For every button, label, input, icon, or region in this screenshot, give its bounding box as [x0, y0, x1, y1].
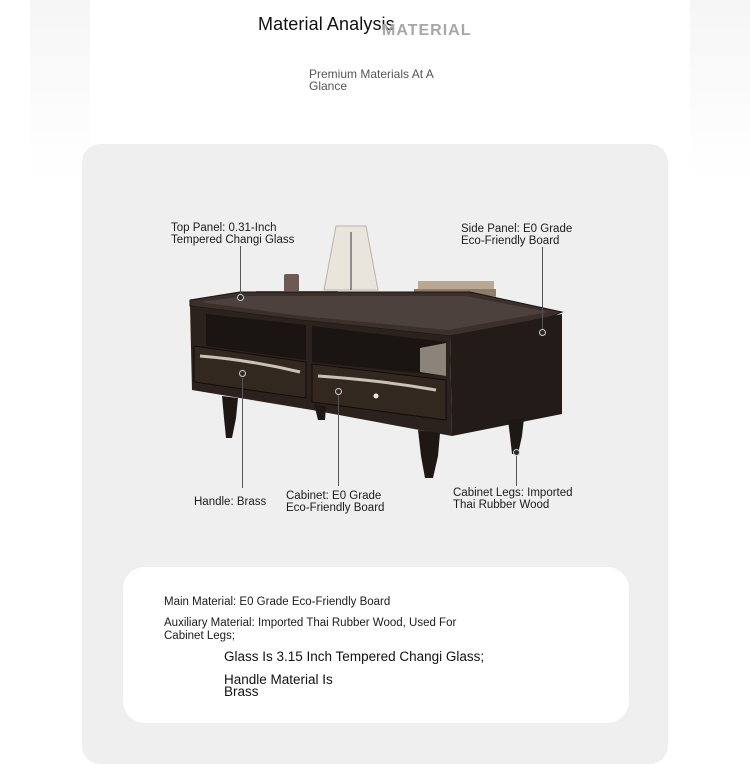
leader-side-panel: [542, 247, 543, 329]
callout-legs-line-2: Thai Rubber Wood: [453, 499, 550, 511]
callout-handle-text: Handle: Brass: [194, 496, 267, 508]
marker-top-panel: [237, 294, 244, 301]
marker-legs: [513, 449, 520, 456]
callout-handle: [194, 496, 266, 508]
marker-side-panel: [539, 329, 546, 336]
marker-cabinet: [335, 388, 342, 395]
title-watermark: MATERIAL: [382, 22, 472, 39]
main-material-text: Main Material: E0 Grade Eco-Friendly Board: [164, 596, 391, 608]
glass-text: Glass Is 3.15 Inch Tempered Changi Glass;: [224, 649, 485, 664]
leader-legs: [516, 456, 517, 486]
subtitle-line-1: Premium Materials At A: [309, 67, 434, 81]
handle-material-line-1: Handle Material Is: [224, 672, 333, 687]
auxiliary-material-line-2: Cabinet Legs;: [164, 630, 235, 642]
leader-top-panel: [240, 246, 241, 298]
callout-cabinet: [286, 490, 384, 514]
callout-top-panel-line-1: Top Panel: 0.31-Inch: [171, 222, 277, 234]
callout-top-panel-line-2: Tempered Changi Glass: [171, 234, 295, 246]
leader-cabinet: [338, 394, 339, 486]
auxiliary-material-line-1: Auxiliary Material: Imported Thai Rubber Wood, Used For: [164, 617, 457, 629]
table-lamp: [324, 226, 378, 299]
subtitle-line-2: Glance: [309, 79, 348, 93]
callout-cabinet-line-1: Cabinet: E0 Grade: [286, 490, 382, 502]
callout-side-panel-line-1: Side Panel: E0 Grade: [461, 223, 573, 235]
callout-cabinet-line-2: Eco-Friendly Board: [286, 502, 385, 514]
callout-side-panel-line-2: Eco-Friendly Board: [461, 235, 560, 247]
page-title: Material Analysis: [258, 14, 395, 34]
material-info-card: [123, 567, 629, 723]
leader-handle: [242, 378, 243, 488]
handle-material-line-2: Brass: [224, 684, 259, 699]
marker-handle: [239, 370, 246, 377]
callout-legs-line-1: Cabinet Legs: Imported: [453, 487, 573, 499]
cup: [284, 274, 299, 292]
callout-side-panel: [461, 223, 572, 247]
callout-top-panel: [171, 222, 294, 246]
callout-legs: [453, 487, 573, 511]
